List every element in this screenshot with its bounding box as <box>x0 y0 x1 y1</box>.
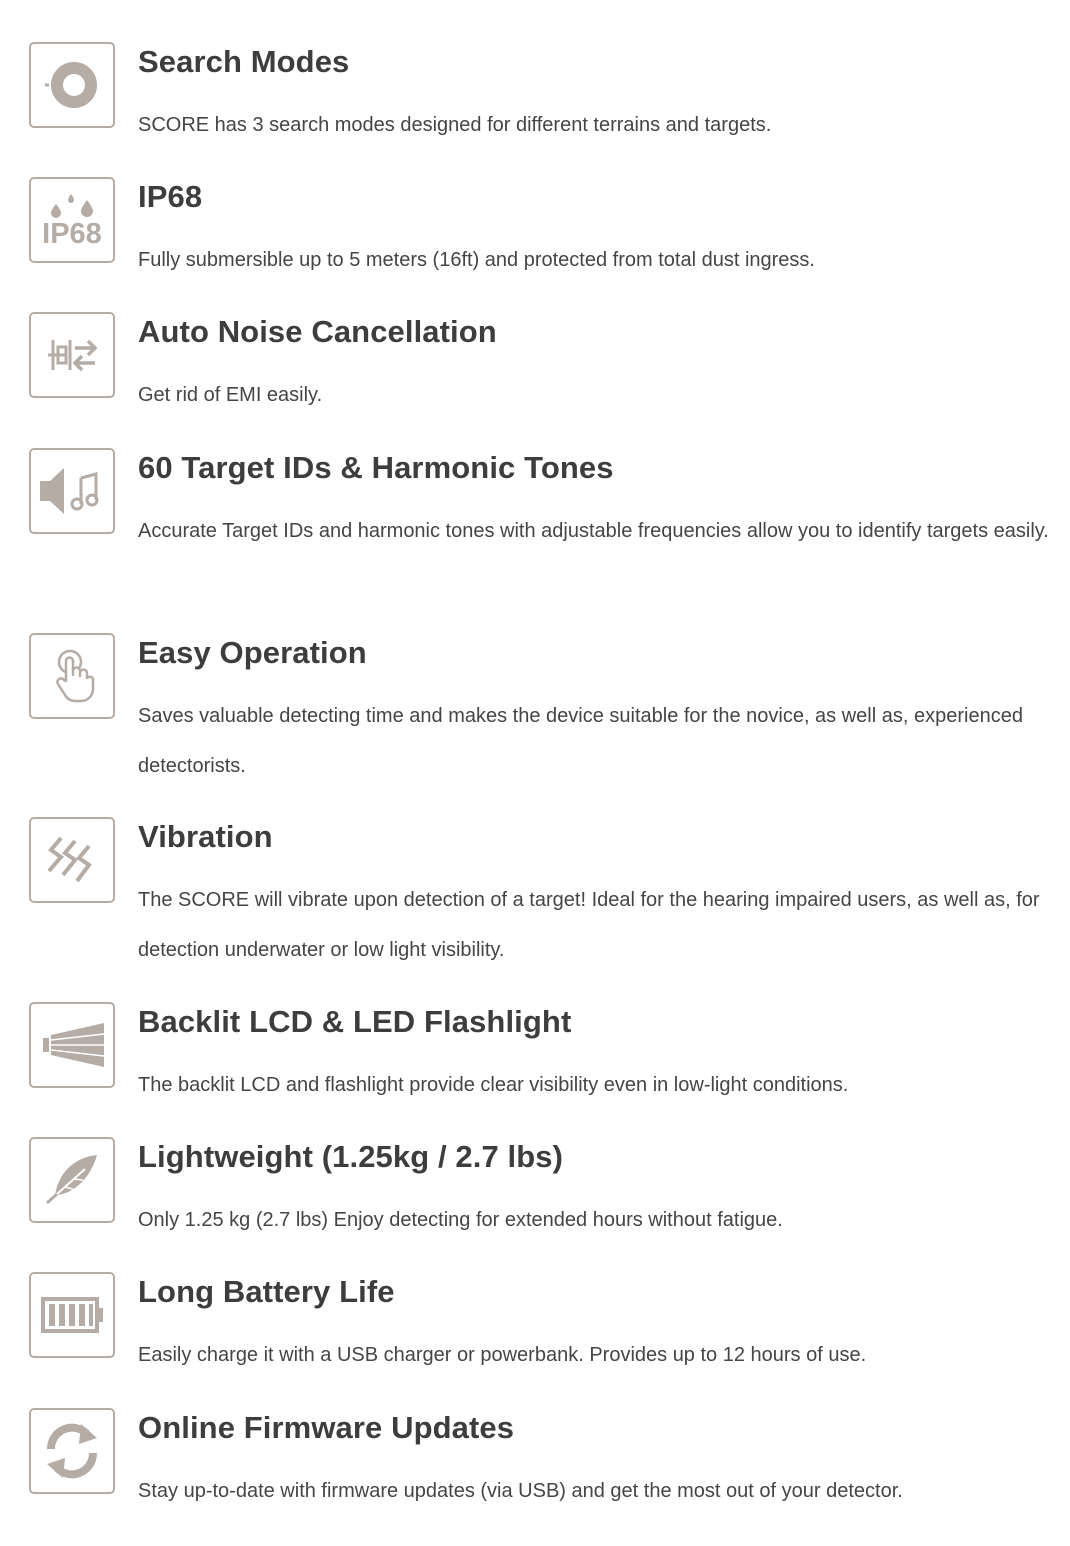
ip68-icon-text: IP68 <box>42 218 102 250</box>
feature-description: Easily charge it with a USB charger or powerbank. Provides up to 12 hours of use. <box>138 1344 867 1366</box>
feature-title: Search Modes <box>138 44 350 79</box>
feature-description: Stay up-to-date with firmware updates (via USB) and get the most out of your detector. <box>138 1480 903 1502</box>
feature-description: Accurate Target IDs and harmonic tones with adjustable frequencies allow you to identify targets easily. <box>138 520 1049 542</box>
feature-title: Lightweight (1.25kg / 2.7 lbs) <box>138 1139 564 1174</box>
flashlight-icon <box>29 1002 115 1088</box>
feature-title: Backlit LCD & LED Flashlight <box>138 1004 572 1039</box>
feature-title: Online Firmware Updates <box>138 1410 515 1445</box>
vibration-icon <box>29 817 115 903</box>
feature-description: The SCORE will vibrate upon detection of a target! Ideal for the hearing impaired users, as well as, for detection underwater or low light visibility. <box>138 889 1040 961</box>
feature-description: Saves valuable detecting time and makes the device suitable for the novice, as well as, experienced detectorists. <box>138 705 1023 777</box>
feature-title: 60 Target IDs & Harmonic Tones <box>138 450 614 485</box>
search-modes-icon <box>29 42 115 128</box>
feature-description: Fully submersible up to 5 meters (16ft) and protected from total dust ingress. <box>138 249 815 271</box>
touch-hand-icon <box>29 633 115 719</box>
feature-description: Only 1.25 kg (2.7 lbs) Enjoy detecting for extended hours without fatigue. <box>138 1209 783 1231</box>
feather-icon <box>29 1137 115 1223</box>
refresh-icon <box>29 1408 115 1494</box>
feature-title: Easy Operation <box>138 635 367 670</box>
feature-title: Auto Noise Cancellation <box>138 314 497 349</box>
noise-cancellation-icon <box>29 312 115 398</box>
feature-description: SCORE has 3 search modes designed for different terrains and targets. <box>138 114 772 136</box>
battery-icon <box>29 1272 115 1358</box>
feature-title: IP68 <box>138 179 203 214</box>
feature-description: The backlit LCD and flashlight provide clear visibility even in low-light conditions. <box>138 1074 849 1096</box>
feature-description: Get rid of EMI easily. <box>138 384 323 406</box>
feature-title: Vibration <box>138 819 273 854</box>
ip68-waterproof-icon <box>29 177 115 263</box>
feature-title: Long Battery Life <box>138 1274 395 1309</box>
speaker-music-icon <box>29 448 115 534</box>
